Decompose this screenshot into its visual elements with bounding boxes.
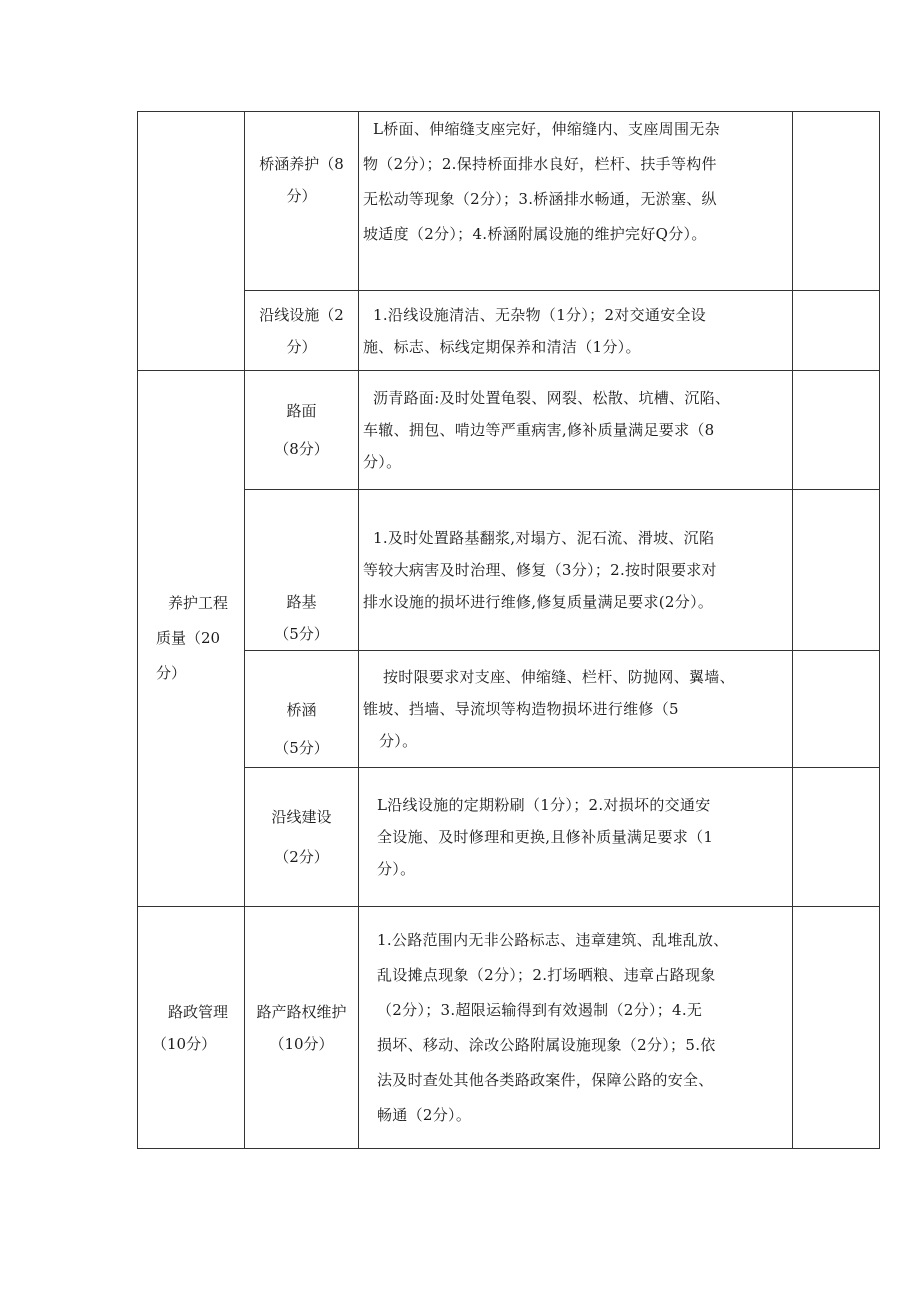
item-cell-pavement — [245, 371, 359, 490]
item-cell-bridge-maintenance — [245, 112, 359, 291]
desc-line: 全设施、及时修理和更换,且修补质量满足要求（1 — [377, 828, 714, 846]
desc-line: L桥面、伸缩缝支座完好，伸缩缝内、支座周围无杂 — [373, 120, 720, 138]
category-cell-maintenance-quality — [138, 371, 245, 907]
table-row — [138, 291, 880, 371]
item-cell-bridge — [245, 651, 359, 768]
score-cell — [793, 371, 880, 490]
desc-line: 锥坡、挡墙、导流坝等构造物损坏进行维修（5 — [363, 700, 679, 718]
desc-line: 损坏、移动、涂改公路附属设施现象（2分）；5.依 — [377, 1035, 716, 1054]
item-label-line: 路产路权维护 — [256, 1002, 347, 1021]
item-label-line: （10分） — [269, 1034, 334, 1053]
desc-line: 1.公路范围内无非公路标志、违章建筑、乱堆乱放、 — [377, 930, 729, 949]
score-cell — [793, 490, 880, 651]
category-label-line: 养护工程 — [168, 594, 229, 612]
desc-cell-roadside-facilities — [359, 291, 793, 371]
score-cell — [793, 768, 880, 907]
desc-line: L沿线设施的定期粉刷（1分）；2.对损坏的交通安 — [377, 796, 711, 814]
desc-line: 法及时查处其他各类路政案件，保障公路的安全、 — [377, 1070, 714, 1089]
table-row — [138, 907, 880, 1149]
item-cell-road-rights — [245, 907, 359, 1149]
item-label-line: 沿线设施（2 — [259, 305, 344, 324]
desc-line: 分）。 — [377, 860, 416, 878]
item-label-line: 沿线建设 — [271, 808, 332, 826]
item-cell-roadside-facilities — [245, 291, 359, 371]
category-label-line: 分） — [156, 664, 187, 682]
item-cell-roadside-construction — [245, 768, 359, 907]
category-cell-empty — [138, 112, 245, 371]
item-label-line: 路基 — [286, 593, 317, 611]
item-label-line: （2分） — [274, 848, 329, 866]
table-row — [138, 371, 880, 490]
table-row — [138, 490, 880, 651]
score-cell — [793, 291, 880, 371]
table-row — [138, 651, 880, 768]
category-label-line: （10分） — [152, 1034, 217, 1053]
desc-line: （2分）；3.超限运输得到有效遏制（2分）；4.无 — [377, 1000, 703, 1019]
score-cell — [793, 907, 880, 1149]
table-row — [138, 112, 880, 291]
desc-line: 1.及时处置路基翻浆,对塌方、泥石流、滑坡、沉陷 — [373, 529, 715, 547]
item-label-line: （8分） — [274, 440, 329, 458]
desc-line: 分）。 — [363, 453, 402, 471]
desc-line: 无松动等现象（2分）；3.桥涵排水畅通，无淤塞、纵 — [363, 190, 717, 208]
desc-line: 排水设施的损坏进行维修,修复质量满足要求(2分）。 — [363, 593, 714, 611]
category-cell-road-administration — [138, 907, 245, 1149]
desc-line: 1.沿线设施清洁、无杂物（1分）；2对交通安全设 — [373, 305, 707, 324]
table-row — [138, 768, 880, 907]
desc-line: 乱设摊点现象（2分）；2.打场晒粮、违章占路现象 — [377, 965, 716, 984]
desc-line: 畅通（2分）。 — [377, 1105, 472, 1124]
item-label-line: 桥涵 — [286, 701, 317, 719]
category-label-line: 路政管理 — [168, 1002, 229, 1021]
category-label-line: 质量（20 — [156, 629, 221, 647]
assessment-table — [137, 111, 880, 1149]
desc-line: 沥青路面:及时处置龟裂、网裂、松散、坑槽、沉陷、 — [373, 389, 731, 407]
desc-line: 施、标志、标线定期保养和清洁（1分）。 — [363, 337, 641, 356]
item-cell-subgrade — [245, 490, 359, 651]
desc-line: 按时限要求对支座、伸缩缝、栏杆、防抛网、翼墙、 — [383, 668, 735, 686]
item-label-line: 桥涵养护（8 — [259, 155, 344, 173]
desc-cell-road-rights — [359, 907, 793, 1149]
desc-cell-pavement — [359, 371, 793, 490]
desc-cell-bridge — [359, 651, 793, 768]
desc-cell-subgrade — [359, 490, 793, 651]
desc-line: 物（2分）；2.保持桥面排水良好，栏杆、扶手等构件 — [363, 155, 717, 173]
item-label-line: 分） — [286, 187, 317, 205]
item-label-line: （5分） — [274, 625, 329, 643]
desc-line: 等较大病害及时治理、修复（3分）；2.按时限要求对 — [363, 561, 717, 579]
desc-line: 坡适度（2分）；4.桥涵附属设施的维护完好Q分）。 — [363, 225, 707, 243]
score-cell — [793, 112, 880, 291]
item-label-line: （5分） — [274, 739, 329, 757]
item-label-line: 分） — [286, 337, 317, 356]
desc-line: 分）。 — [379, 732, 418, 750]
score-cell — [793, 651, 880, 768]
desc-cell-bridge-maintenance — [359, 112, 793, 291]
desc-line: 车辙、拥包、啃边等严重病害,修补质量满足要求（8 — [363, 421, 715, 439]
desc-cell-roadside-construction — [359, 768, 793, 907]
item-label-line: 路面 — [286, 402, 317, 420]
